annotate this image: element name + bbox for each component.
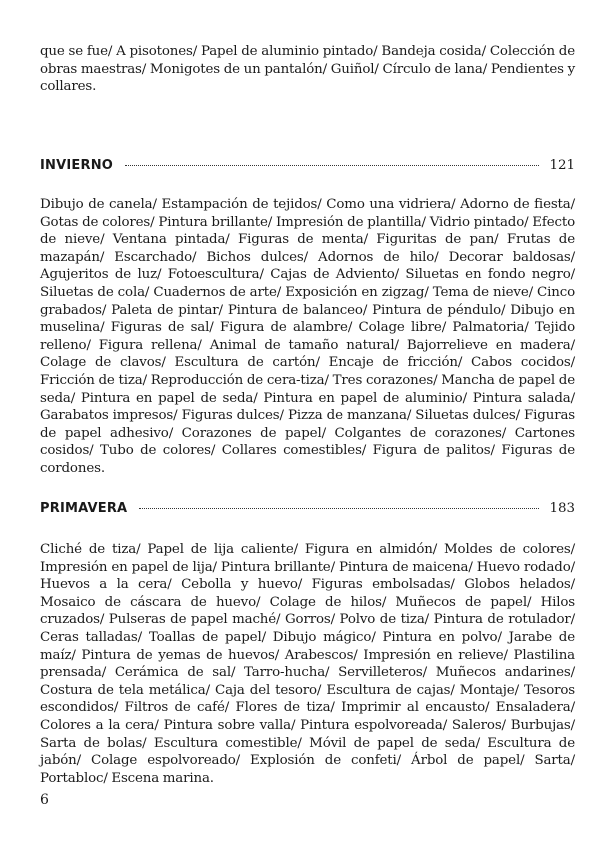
section-heading-invierno [40, 158, 575, 178]
section-body-invierno: Dibujo de canela/ Estampación de tejidos/ Como una vidriera/ Adorno de fiesta/ Gotas de colores/ Pintura brillante/ Impresión de plantilla/ Vidrio pintado/ Efecto de nieve/ Ventana pintada/ Figuras de menta/ Figuritas de pan/ Frutas de mazapán/ Escarchado/ Bichos dulces/ Adornos de hilo/ Decorar baldosas/ Agujeritos de luz/ Fotoescultura/ Cajas de Adviento/ Siluetas en fondo negro/ Siluetas de cola/ Cuadernos de arte/ Exposición en zigzag/ Tema de nieve/ Cinco grabados/ Paleta de pintar/ Pintura de balanceo/ Pintura de péndulo/ Dibujo en muselina/ Figuras de sal/ Figura de alambre/ Colage libre/ Palmatoria/ Tejido relleno/ Figura rellena/ Animal de tamaño natural/ Bajorrelieve en madera/ Colage de clavos/ Escultura de cartón/ Encaje de fricción/ Cabos cocidos/ Fricción de tiza/ Reproducción de cera-tiza/ Tres corazones/ Mancha de papel de seda/ Pintura en papel de seda/ Pintura en papel de aluminio/ Pintura salada/ Garabatos impresos/ Figuras dulces/ Pizza de manzana/ Siluetas dulces/ Figuras de papel adhesivo/ Corazones de papel/ Colgantes de corazones/ Cartones cosidos/ Tubo de colores/ Collares comestibles/ Figura de palitos/ Figuras de cordones. [40, 197, 575, 476]
section-heading-primavera [40, 501, 575, 521]
section-title: PRIMAVERA [40, 501, 128, 516]
section-page-number: 183 [549, 501, 575, 516]
section-page-number: 121 [549, 158, 575, 173]
section-body-primavera: Cliché de tiza/ Papel de lija caliente/ Figura en almidón/ Moldes de colores/ Impresión en papel de lija/ Pintura brillante/ Pintura de maicena/ Huevo rodado/ Huevos a la cera/ Cebolla y huevo/ Figuras embolsadas/ Globos helados/ Mosaico de cáscara de huevo/ Colage de hilos/ Muñecos de papel/ Hilos cruzados/ Pulseras de papel maché/ Gorros/ Polvo de tiza/ Pintura de rotulador/ Ceras talladas/ Toallas de papel/ Dibujo mágico/ Pintura en polvo/ Jarabe de maíz/ Pintura de yemas de huevos/ Arabescos/ Impresión en relieve/ Plastilina prensada/ Cerámica de sal/ Tarro-hucha/ Servilleteros/ Muñecos andarines/ Costura de tela metálica/ Caja del tesoro/ Escultura de cajas/ Montaje/ Tesoros escondidos/ Filtros de café/ Flores de tiza/ Imprimir al encausto/ Ensaladera/ Colores a la cera/ Pintura sobre valla/ Pintura espolvoreada/ Saleros/ Burbujas/ Sarta de bolas/ Escultura comestible/ Móvil de papel de seda/ Escultura de jabón/ Colage espolvoreado/ Explosión de confeti/ Árbol de papel/ Sarta/ Portabloc/ Escena marina. [40, 542, 575, 786]
dot-leader [139, 508, 539, 509]
dot-leader [125, 165, 539, 166]
footer-page-number: 6 [40, 792, 49, 808]
section-title: INVIERNO [40, 158, 114, 173]
intro-paragraph: que se fue/ A pisotones/ Papel de aluminio pintado/ Bandeja cosida/ Colección de obras maestras/ Monigotes de un pantalón/ Guiñol/ Círculo de lana/ Pendientes y collares. [40, 44, 575, 95]
